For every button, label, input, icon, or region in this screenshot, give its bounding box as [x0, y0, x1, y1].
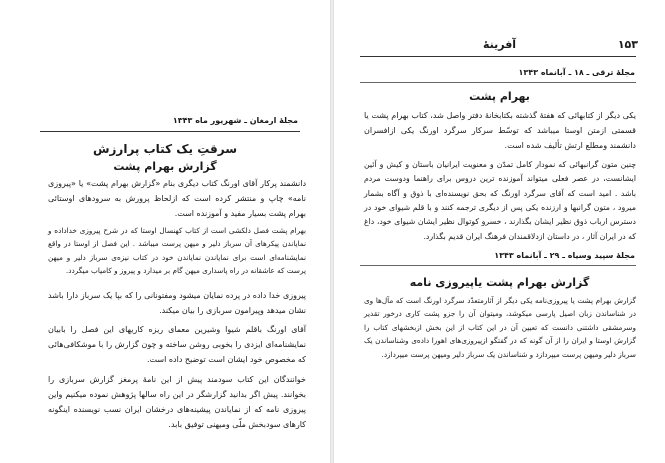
left-paragraph-3: پیروزی خدا داده در پرده نمایان میشود ومفتونانی را که بپا یک سرباز دارا باشد نشان میدهد وپیرامون سربازی را بیان میکند.: [48, 291, 306, 316]
left-title-line-2: گزارش بهرام پشت: [113, 160, 217, 173]
left-title-line-1: سرقتِ یک کتاب پرارزش: [92, 142, 238, 156]
left-paragraph-5: خوانندگان این کتاب سودمند پیش از این نامهٔ پرمغز گزارش سربازی را بخوانند. پیش اگر بدانید گزارشگر در این راه سالها پژوهش نموده میکنیم واین پیروزی نامه که از نمایاندن پیشینه‌های درخشان ایران نسب نویسنده اینگونه کارهای سودبخش ملّی ومیهنی توفیق بابد.: [48, 375, 306, 430]
right-section1-paragraph-1: یکی دیگر از کتابهائی که هفتهٔ گذشته بکتابخانهٔ دفتر واصل شد، کتاب بهرام پشت یا قسمتی ازمتن اوستا میباشد که توسّط سرکار سرگرد اورنگ یکی ازافسران دانشمند ومطلع ارتش تألیف شده است.: [364, 111, 636, 151]
right-section1-rule: [360, 82, 636, 83]
left-paragraph-1: دانشمند پرکار آقای اورنگ کتاب دیگری بنام «گزارش بهرام پشت» یا «پیروزی نامه» چاپ و منتشر کرده است که ازلحاظ پرورش به سرودهای اوستائی بهرام پشت بسیار مفید و آموزنده است.: [48, 179, 306, 219]
right-section1-paragraph-2: چنین متون گرانبهائی که نمودار کامل تمدّن و معنویت ایرانیان باستان و کیش و آئین ایشانست، در عصر فعلی میتواند آموزنده ترین دروس برای راهنما ودوست مردم باشد . امید است که آقای سرگرد اورنگ که بحق نویسنده‌ای با ذوق و آگاه بشمار میرود ، متون گرانبها و ارزنده یکی پس از دیگری ترجمه کنند و با قلم شیوای خود در دسترس ارباب ذوق نظیر ایشان بگذارند ، خسرو کوتوال نظیر ایشان شیوای خود، داغ که در ایران آثار ، در داستان ازدلاقمندان فرهنگ ایران قدیم بگذارد.: [364, 160, 636, 241]
right-page: [334, 0, 665, 463]
left-page: [0, 0, 330, 463]
left-header-rule: [40, 131, 300, 132]
running-title: آفرینهٔ: [482, 38, 517, 51]
left-paragraph-2: بهرام پشت فصل دلکشی است از کتاب کهنسال اوستا که در شرح پیروزی خداداده و نمایاندن پیکرهای آن سرباز دلیر و میهن پرست میباشد . این فصل از اوستا در واقع نمایشنامه‌ای است برای نمایاندن نمایاندن خود در کتاب نیزه‌ی سرباز دلیر و میهن پرست که عاشقانه در راه پاسداری میهن گام بر میدارد و پیروز و کامیاب میگردد.: [48, 226, 306, 276]
right-section2-paragraph-1: گزارش بهرام پشت یا پیروزی‌نامه یکی دیگر از آثارمتعدّد سرگرد اورنگ است که مآل‌ها وی در شناساندن زبان اصیل پارسی میکوشد، ومیتوان آن را جزو پشت کاری درخور تقدیر وسرمشقی داشتنی دانست که تعیین آن در این کتاب از این بخش ازبخشهای کتاب را گزارش اوستا و ایران را از آن گونه که در گفتگو ازپیروزی‌های اهورا داده‌ی وشناساندن یک سرباز دلیر ومیهن پرست میپردازد و شناساندن یک سرباز دلیر ومیهن پرست میپردازد.: [364, 296, 636, 359]
left-section-header: مجلهٔ ارمغان ـ شهریور ماه ۱۳۴۳: [172, 116, 298, 125]
right-section2-title: گزارش بهرام پشت یاپیروزی نامه: [409, 276, 590, 289]
right-section1-title: بهرام پشت: [469, 90, 530, 103]
right-section2-rule: [360, 265, 636, 266]
right-section2-header: مجلهٔ سپید وسیاه ـ ۲۹ ـ آبانماه ۱۳۴۳: [494, 251, 635, 260]
right-section1-header: مجلهٔ ترقی ـ ۱۸ ـ آبانماه ۱۳۴۳: [518, 68, 635, 77]
running-head-rule: [360, 56, 636, 57]
page-number: ۱۵۳: [617, 38, 638, 51]
left-paragraph-4: آقای اورنگ باقلم شیوا وشیرین معمای ریزه کاریهای این فصل را بابیان نمایشنامه‌ای ایزدی را بخوبی روشن ساخته و چون گزارش را با موشکافی‌هائی که مخصوص خود ایشان است توضیح داده است.: [48, 325, 306, 365]
